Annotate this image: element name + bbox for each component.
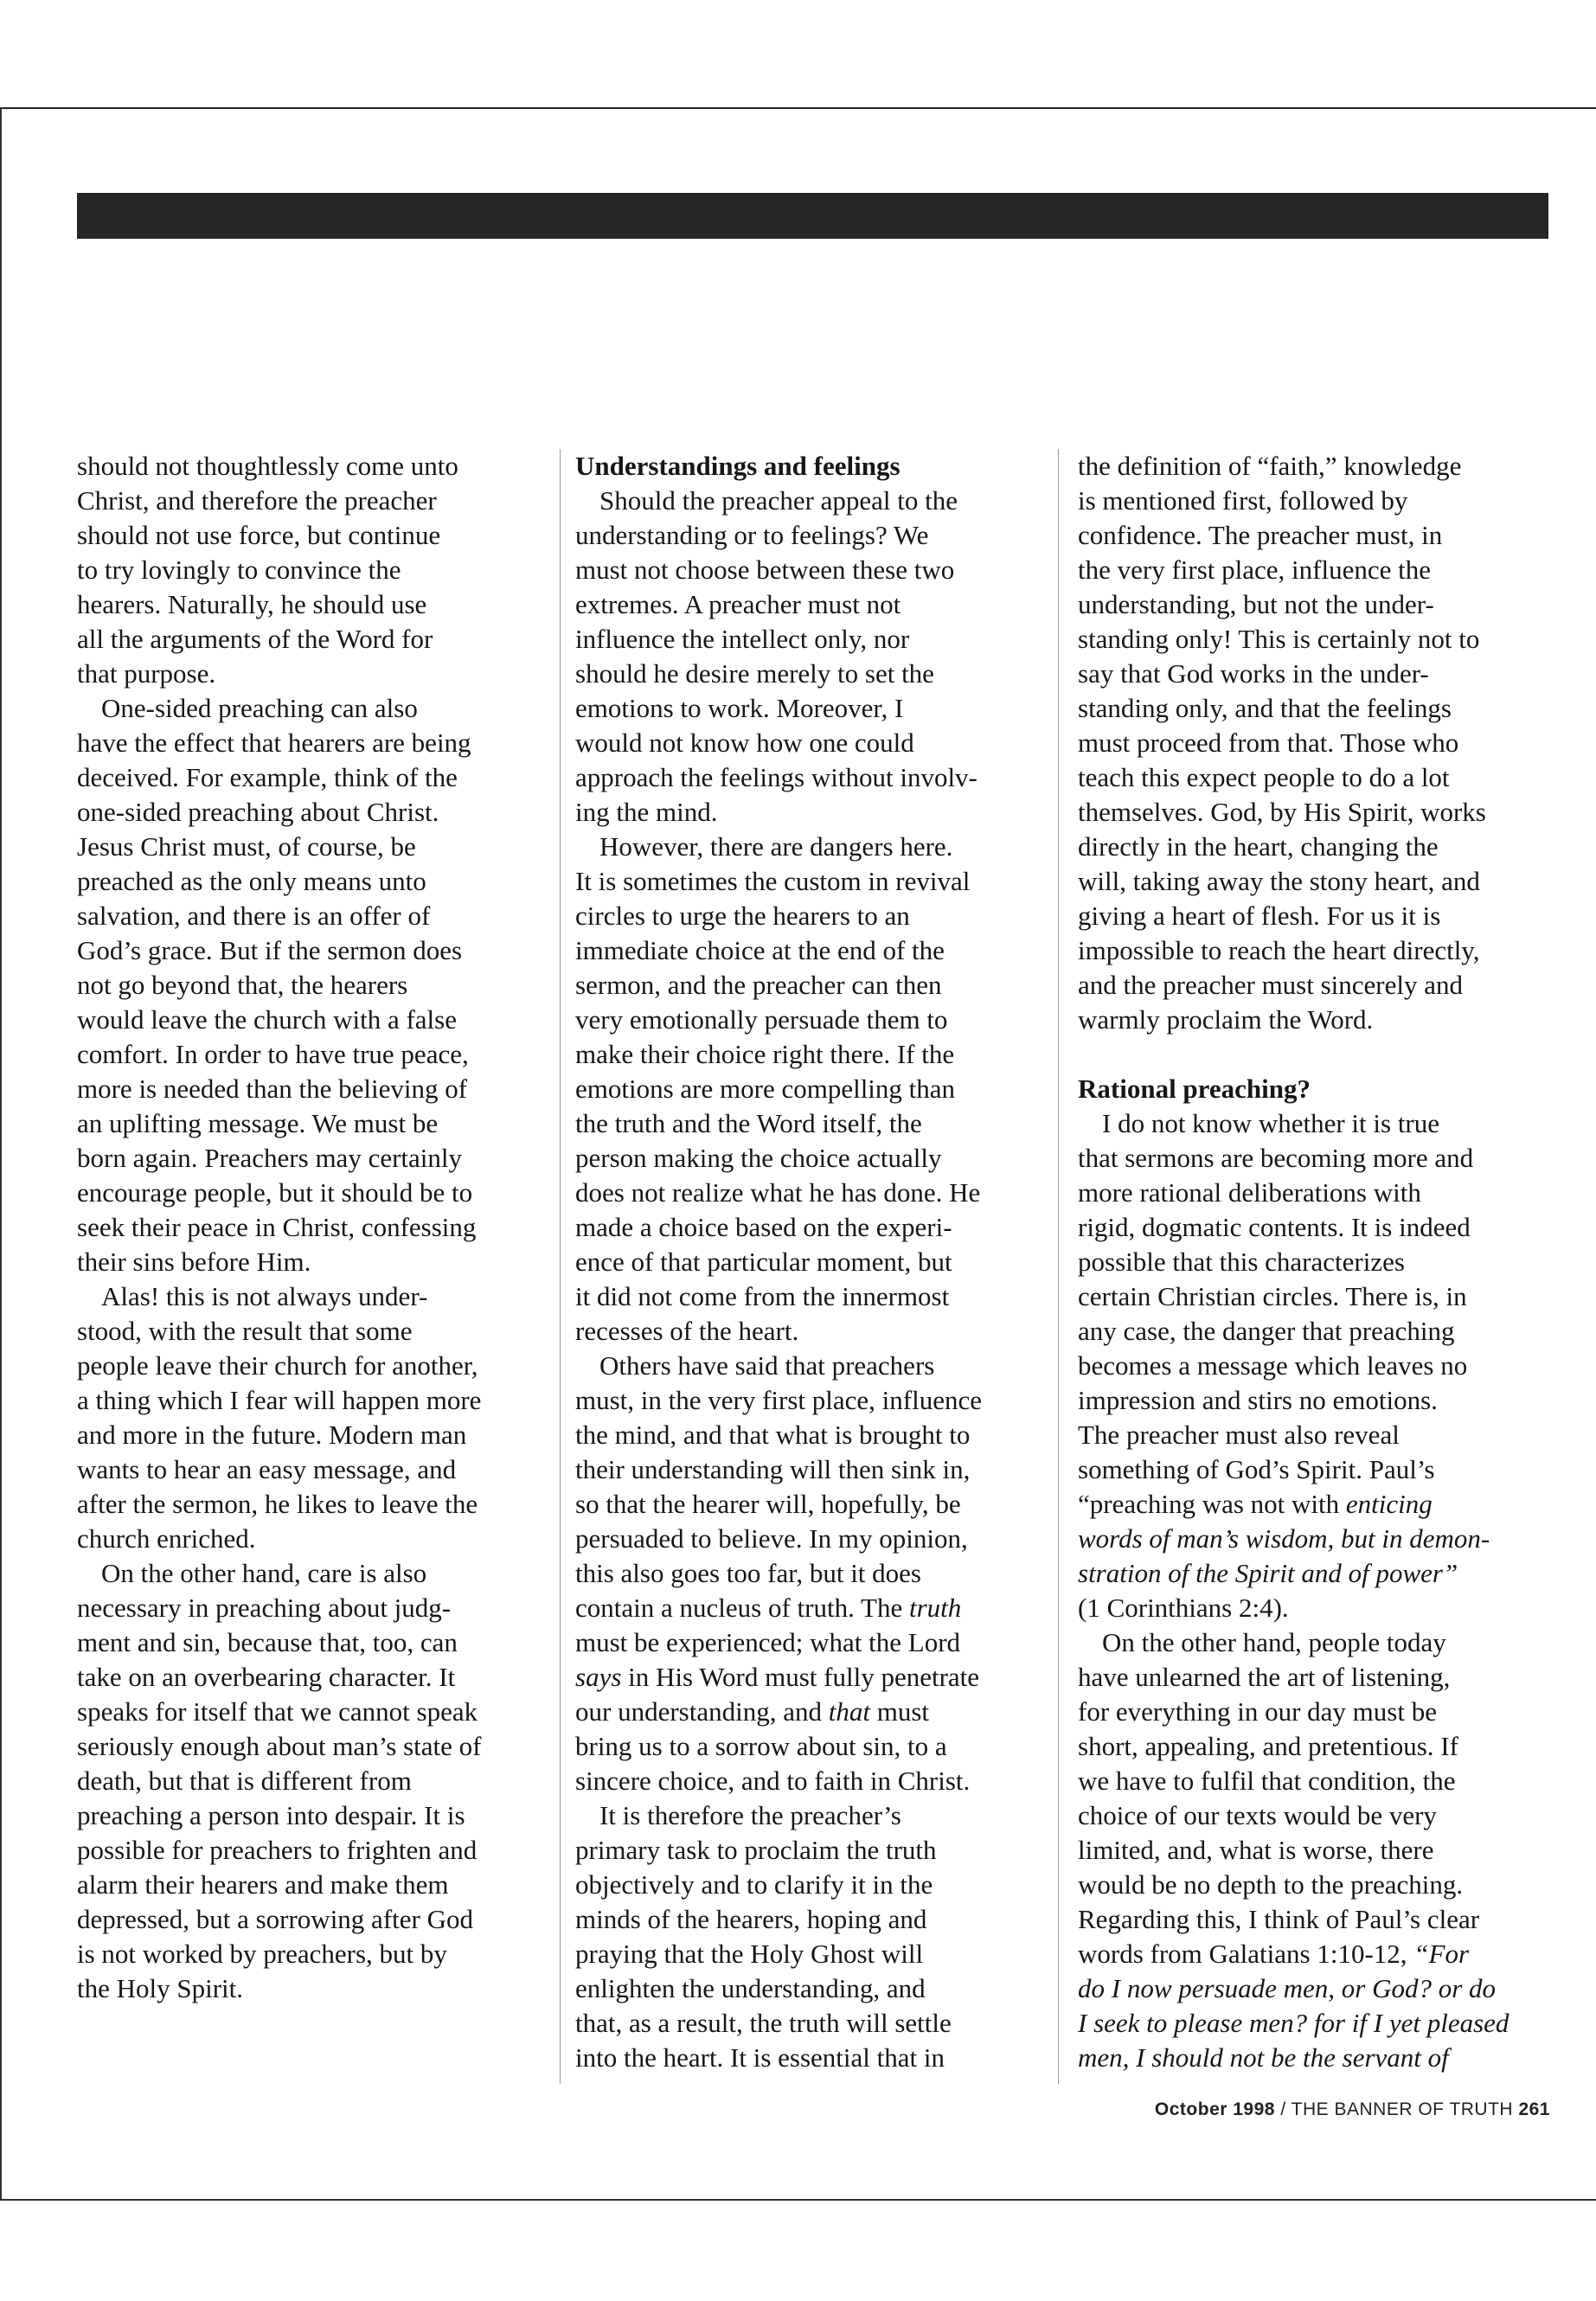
text-run: and more in the future. Modern man (77, 1420, 467, 1450)
text-line (1078, 726, 1558, 760)
text-line (77, 1245, 561, 1279)
text-line (77, 622, 561, 657)
text-run: ing the mind. (575, 797, 718, 827)
text-run: we have to fulfil that condition, the (1078, 1766, 1456, 1796)
text-run: choice of our texts would be very (1078, 1800, 1437, 1830)
text-run: more rational deliberations with (1078, 1177, 1421, 1208)
text-run: in His Word must fully penetrate (621, 1662, 980, 1692)
text-run: Alas! this is not always under- (101, 1281, 428, 1311)
text-line (77, 1591, 561, 1625)
text-line (77, 518, 561, 553)
text-line (575, 1695, 1055, 1729)
text-line (575, 1798, 1055, 1833)
text-line (1078, 1487, 1558, 1522)
text-line (575, 691, 1055, 726)
text-line (77, 899, 561, 933)
text-line (1078, 1798, 1558, 1833)
text-line (575, 1176, 1055, 1210)
text-run: limited, and, what is worse, there (1078, 1835, 1434, 1865)
text-line (77, 864, 561, 899)
text-run: people leave their church for another, (77, 1350, 478, 1381)
text-line (575, 1764, 1055, 1798)
text-line (77, 933, 561, 968)
text-line (77, 1833, 561, 1868)
footer-separator: / (1280, 2099, 1286, 2119)
text-line (575, 622, 1055, 657)
text-run: Others have said that preachers (599, 1350, 935, 1381)
text-run: that, as a result, the truth will settle (575, 2008, 952, 2038)
text-line (575, 1833, 1055, 1868)
text-line (1078, 1971, 1558, 2006)
text-line (1078, 449, 1558, 484)
italic-text: truth (908, 1593, 962, 1623)
text-line (77, 1072, 561, 1106)
text-line (1078, 1522, 1558, 1556)
text-line (1078, 587, 1558, 622)
text-run: standing only! This is certainly not to (1078, 624, 1480, 654)
italic-text: I seek to please men? for if I yet pleased (1078, 2008, 1509, 2038)
text-line (77, 1902, 561, 1937)
text-run: directly in the heart, changing the (1078, 831, 1439, 862)
text-line (77, 1660, 561, 1695)
text-line (575, 899, 1055, 933)
text-line (575, 1660, 1055, 1695)
text-line (1078, 1729, 1558, 1764)
text-run: Should the preacher appeal to the (599, 485, 958, 516)
text-run: I do not know whether it is true (1102, 1108, 1440, 1138)
text-run: possible for preachers to frighten and (77, 1835, 478, 1865)
text-line (77, 691, 561, 726)
text-run: all the arguments of the Word for (77, 624, 433, 654)
page-footer (1083, 2099, 1550, 2120)
italic-text: “For (1413, 1939, 1470, 1969)
text-run: depressed, but a sorrowing after God (77, 1904, 473, 1934)
text-line (77, 1798, 561, 1833)
text-run: the definition of “faith,” knowledge (1078, 451, 1462, 481)
text-line (575, 1591, 1055, 1625)
text-run: rigid, dogmatic contents. It is indeed (1078, 1212, 1471, 1242)
text-line (77, 1764, 561, 1798)
text-run: must proceed from that. Those who (1078, 727, 1459, 758)
text-run: say that God works in the under- (1078, 658, 1429, 689)
text-line (575, 2006, 1055, 2041)
text-run: immediate choice at the end of the (575, 935, 945, 965)
text-run: must be experienced; what the Lord (575, 1627, 961, 1657)
text-run: for everything in our day must be (1078, 1696, 1437, 1727)
column-divider-2 (1058, 449, 1059, 2084)
text-run: primary task to proclaim the truth (575, 1835, 937, 1865)
text-run: after the sermon, he likes to leave the (77, 1489, 478, 1519)
text-line (1078, 795, 1558, 830)
italic-text: men, I should not be the servant of (1078, 2042, 1449, 2073)
paragraph-gap (1078, 1037, 1558, 1072)
text-line (77, 1487, 561, 1522)
text-run: circles to urge the hearers to an (575, 901, 910, 931)
text-run: comfort. In order to have true peace, (77, 1039, 469, 1069)
text-run: emotions to work. Moreover, I (575, 693, 904, 723)
text-run: minds of the hearers, hoping and (575, 1904, 927, 1934)
text-line (1078, 1279, 1558, 1314)
text-run: extremes. A preacher must not (575, 589, 901, 619)
text-line (1078, 968, 1558, 1003)
text-run: God’s grace. But if the sermon does (77, 935, 463, 965)
text-run: (1 Corinthians 2:4). (1078, 1593, 1289, 1623)
text-line (1078, 518, 1558, 553)
section-heading (1078, 1072, 1558, 1106)
text-run: recesses of the heart. (575, 1316, 799, 1346)
text-line (575, 1418, 1055, 1452)
text-line (575, 1279, 1055, 1314)
text-run: One-sided preaching can also (101, 693, 418, 723)
text-line (1078, 1902, 1558, 1937)
text-line (575, 1868, 1055, 1902)
text-line (575, 1245, 1055, 1279)
text-run: not go beyond that, the hearers (77, 970, 408, 1000)
text-run: their sins before Him. (77, 1247, 311, 1277)
text-run: so that the hearer will, hopefully, be (575, 1489, 961, 1519)
text-run: one-sided preaching about Christ. (77, 797, 439, 827)
text-line (575, 1452, 1055, 1487)
text-line (77, 1937, 561, 1971)
text-run: It is sometimes the custom in revival (575, 866, 971, 896)
text-line (77, 968, 561, 1003)
text-run: understanding or to feelings? We (575, 520, 929, 550)
text-line (1078, 1868, 1558, 1902)
text-run: warmly proclaim the Word. (1078, 1004, 1374, 1035)
text-line (575, 1141, 1055, 1176)
text-line (1078, 1003, 1558, 1037)
text-line (575, 1729, 1055, 1764)
text-line (575, 1383, 1055, 1418)
text-run: objectively and to clarify it in the (575, 1869, 933, 1900)
text-column-3 (1078, 449, 1558, 2075)
text-line (575, 1556, 1055, 1591)
text-run: does not realize what he has done. He (575, 1177, 981, 1208)
text-run: the mind, and that what is brought to (575, 1420, 971, 1450)
text-run: teach this expect people to do a lot (1078, 762, 1450, 792)
text-line (77, 830, 561, 864)
text-run: short, appealing, and pretentious. If (1078, 1731, 1458, 1761)
italic-text: says (575, 1662, 622, 1692)
text-run: approach the feelings without involv- (575, 762, 977, 792)
text-line (1078, 760, 1558, 795)
text-run: becomes a message which leaves no (1078, 1350, 1468, 1381)
text-line (77, 1383, 561, 1418)
left-edge-rule (0, 107, 2, 2201)
text-line (1078, 1452, 1558, 1487)
text-line (575, 1072, 1055, 1106)
text-run: preached as the only means unto (77, 866, 426, 896)
text-line (1078, 657, 1558, 691)
text-line (77, 1522, 561, 1556)
text-run: confidence. The preacher must, in (1078, 520, 1443, 550)
italic-text: words of man’s wisdom, but in demon- (1078, 1523, 1490, 1554)
text-line (77, 1418, 561, 1452)
text-line (77, 1314, 561, 1349)
text-run: born again. Preachers may certainly (77, 1143, 463, 1173)
text-run: and the preacher must sincerely and (1078, 970, 1464, 1000)
text-run: made a choice based on the experi- (575, 1212, 952, 1242)
text-line (575, 1902, 1055, 1937)
text-run: Christ, and therefore the preacher (77, 485, 437, 516)
text-line (575, 726, 1055, 760)
text-line (1078, 1937, 1558, 1971)
text-line (575, 968, 1055, 1003)
text-line (1078, 622, 1558, 657)
text-line (77, 1868, 561, 1902)
footer-publication: THE BANNER OF TRUTH (1291, 2099, 1514, 2119)
text-run: a thing which I fear will happen more (77, 1385, 482, 1415)
text-line (1078, 1106, 1558, 1141)
text-line (1078, 1591, 1558, 1625)
text-line (77, 1003, 561, 1037)
text-run: will, taking away the stony heart, and (1078, 866, 1480, 896)
text-run: should not use force, but continue (77, 520, 441, 550)
text-run: understanding, but not the under- (1078, 589, 1434, 619)
italic-text: that (828, 1696, 870, 1727)
text-line (1078, 899, 1558, 933)
text-line (1078, 1556, 1558, 1591)
text-line (1078, 2041, 1558, 2075)
text-line (77, 449, 561, 484)
text-run: On the other hand, care is also (101, 1558, 427, 1588)
text-line (77, 587, 561, 622)
text-line (77, 1729, 561, 1764)
text-line (77, 1037, 561, 1072)
text-run: must not choose between these two (575, 554, 955, 585)
text-run: make their choice right there. If the (575, 1039, 955, 1069)
text-line (1078, 1349, 1558, 1383)
text-line (575, 1937, 1055, 1971)
text-run: “preaching was not with (1078, 1489, 1346, 1519)
text-line (77, 760, 561, 795)
text-run: ment and sin, because that, too, can (77, 1627, 458, 1657)
text-line (77, 1210, 561, 1245)
text-line (575, 484, 1055, 518)
text-run: have unlearned the art of listening, (1078, 1662, 1451, 1692)
text-run: Jesus Christ must, of course, be (77, 831, 416, 862)
text-run: would be no depth to the preaching. (1078, 1869, 1464, 1900)
italic-text: do I now persuade men, or God? or do (1078, 1973, 1497, 2003)
text-line (1078, 830, 1558, 864)
text-run: must (869, 1696, 929, 1727)
text-run: preaching a person into despair. It is (77, 1800, 465, 1830)
text-line (1078, 1625, 1558, 1660)
text-line (77, 1556, 561, 1591)
text-line (77, 726, 561, 760)
text-line (1078, 553, 1558, 587)
text-run: standing only, and that the feelings (1078, 693, 1452, 723)
text-line (77, 657, 561, 691)
text-run: should he desire merely to set the (575, 658, 934, 689)
text-line (575, 1037, 1055, 1072)
text-run: church enriched. (77, 1523, 256, 1554)
text-run: their understanding will then sink in, (575, 1454, 971, 1484)
text-run: praying that the Holy Ghost will (575, 1939, 924, 1969)
text-run: sincere choice, and to faith in Christ. (575, 1766, 971, 1796)
text-line (575, 1522, 1055, 1556)
text-run: emotions are more compelling than (575, 1074, 956, 1104)
text-run: contain a nucleus of truth. The (575, 1593, 909, 1623)
text-line (1078, 2006, 1558, 2041)
text-column-2 (575, 449, 1055, 2075)
text-line (575, 830, 1055, 864)
text-run: have the effect that hearers are being (77, 727, 471, 758)
text-run: themselves. God, by His Spirit, works (1078, 797, 1486, 827)
text-run: wants to hear an easy message, and (77, 1454, 457, 1484)
text-line (1078, 1383, 1558, 1418)
text-line (575, 795, 1055, 830)
text-line (77, 1279, 561, 1314)
text-run: that sermons are becoming more and (1078, 1143, 1474, 1173)
text-line (77, 1349, 561, 1383)
text-run: should not thoughtlessly come unto (77, 451, 458, 481)
text-column-1 (77, 449, 561, 2006)
text-run: impossible to reach the heart directly, (1078, 935, 1480, 965)
text-run: is mentioned first, followed by (1078, 485, 1408, 516)
text-line (1078, 691, 1558, 726)
text-run: it did not come from the innermost (575, 1281, 950, 1311)
text-run: stood, with the result that some (77, 1316, 413, 1346)
text-run: words from Galatians 1:10-12, (1078, 1939, 1414, 1969)
text-line (1078, 933, 1558, 968)
text-line (77, 795, 561, 830)
text-run: However, there are dangers here. (599, 831, 953, 862)
italic-text: enticing (1345, 1489, 1433, 1519)
text-line (1078, 1764, 1558, 1798)
text-run: to try lovingly to convince the (77, 554, 401, 585)
text-line (575, 933, 1055, 968)
text-run: hearers. Naturally, he should use (77, 589, 427, 619)
text-line (1078, 1695, 1558, 1729)
text-line (1078, 1245, 1558, 1279)
text-run: seriously enough about man’s state of (77, 1731, 482, 1761)
text-run: must, in the very first place, influence (575, 1385, 983, 1415)
text-run: The preacher must also reveal (1078, 1420, 1400, 1450)
text-run: bring us to a sorrow about sin, to a (575, 1731, 947, 1761)
text-line (1078, 1833, 1558, 1868)
text-run: salvation, and there is an offer of (77, 901, 431, 931)
text-line (575, 1314, 1055, 1349)
text-line (575, 553, 1055, 587)
text-run: the truth and the Word itself, the (575, 1108, 922, 1138)
text-line (575, 864, 1055, 899)
text-run: something of God’s Spirit. Paul’s (1078, 1454, 1435, 1484)
text-run: death, but that is different from (77, 1766, 412, 1796)
text-run: into the heart. It is essential that in (575, 2042, 945, 2073)
text-line (575, 1106, 1055, 1141)
italic-text: stration of the Spirit and of power” (1078, 1558, 1458, 1588)
text-line (575, 587, 1055, 622)
section-heading (575, 449, 1055, 484)
text-run: sermon, and the preacher can then (575, 970, 942, 1000)
text-run: It is therefore the preacher’s (599, 1800, 901, 1830)
text-run: this also goes too far, but it does (575, 1558, 921, 1588)
text-line (1078, 1141, 1558, 1176)
text-line (77, 1625, 561, 1660)
text-run: person making the choice actually (575, 1143, 942, 1173)
text-run: very emotionally persuade them to (575, 1004, 948, 1035)
text-run: is not worked by preachers, but by (77, 1939, 447, 1969)
text-run: the Holy Spirit. (77, 1973, 244, 2003)
text-line (575, 760, 1055, 795)
text-run: impression and stirs no emotions. (1078, 1385, 1438, 1415)
text-line (77, 1971, 561, 2006)
text-run: Understandings and feelings (575, 451, 901, 481)
top-rule (0, 107, 1596, 109)
text-run: necessary in preaching about judg- (77, 1593, 452, 1623)
text-run: any case, the danger that preaching (1078, 1316, 1455, 1346)
text-line (77, 553, 561, 587)
text-line (1078, 484, 1558, 518)
text-run: encourage people, but it should be to (77, 1177, 473, 1208)
text-line (1078, 1314, 1558, 1349)
text-run: our understanding, and (575, 1696, 829, 1727)
text-line (77, 1695, 561, 1729)
text-run: more is needed than the believing of (77, 1074, 468, 1104)
text-run: the very first place, influence the (1078, 554, 1431, 585)
bottom-rule (0, 2199, 1596, 2201)
text-line (575, 1003, 1055, 1037)
text-run: On the other hand, people today (1102, 1627, 1446, 1657)
text-line (1078, 864, 1558, 899)
text-line (575, 1349, 1055, 1383)
text-run: ence of that particular moment, but (575, 1247, 952, 1277)
text-run: would leave the church with a false (77, 1004, 457, 1035)
text-run: an uplifting message. We must be (77, 1108, 439, 1138)
text-run: Regarding this, I think of Paul’s clear (1078, 1904, 1480, 1934)
text-line (77, 1141, 561, 1176)
text-line (77, 484, 561, 518)
text-line (575, 518, 1055, 553)
text-run: Rational preaching? (1078, 1074, 1311, 1104)
text-line (575, 1210, 1055, 1245)
text-run: seek their peace in Christ, confessing (77, 1212, 477, 1242)
text-line (1078, 1418, 1558, 1452)
footer-page-number: 261 (1518, 2099, 1550, 2119)
text-line (575, 1625, 1055, 1660)
text-line (77, 1106, 561, 1141)
text-run: that purpose. (77, 658, 216, 689)
text-line (1078, 1176, 1558, 1210)
text-run: certain Christian circles. There is, in (1078, 1281, 1467, 1311)
text-run: alarm their hearers and make them (77, 1869, 449, 1900)
text-line (77, 1176, 561, 1210)
text-line (1078, 1660, 1558, 1695)
text-run: would not know how one could (575, 727, 914, 758)
text-run: speaks for itself that we cannot speak (77, 1696, 478, 1727)
text-run: possible that this characterizes (1078, 1247, 1405, 1277)
text-line (1078, 1210, 1558, 1245)
text-run: giving a heart of flesh. For us it is (1078, 901, 1441, 931)
header-banner-bar (77, 193, 1548, 239)
text-line (575, 657, 1055, 691)
text-line (575, 1487, 1055, 1522)
text-run: deceived. For example, think of the (77, 762, 458, 792)
text-run: enlighten the understanding, and (575, 1973, 926, 2003)
text-line (575, 1971, 1055, 2006)
text-run: persuaded to believe. In my opinion, (575, 1523, 968, 1554)
text-line (77, 1452, 561, 1487)
text-run: influence the intellect only, nor (575, 624, 910, 654)
footer-date: October 1998 (1154, 2099, 1275, 2119)
text-line (575, 2041, 1055, 2075)
text-run: take on an overbearing character. It (77, 1662, 456, 1692)
